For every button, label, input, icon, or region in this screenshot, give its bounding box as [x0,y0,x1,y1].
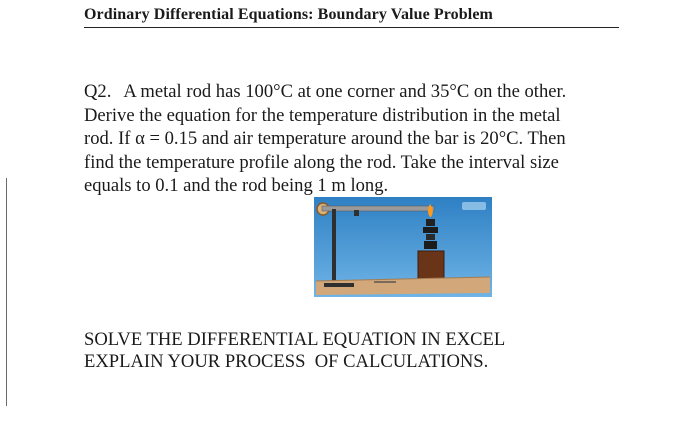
burner-part-icon [426,219,435,226]
burner-part-icon [424,241,437,249]
stand-post-icon [332,209,336,285]
page-header [84,6,619,28]
instructions-block [84,329,604,373]
metal-rod-icon [322,206,434,211]
heated-rod-apparatus-icon [314,197,492,297]
question-text-line: A metal rod has 100°C at one corner and 35°C on the other. [123,81,567,102]
rod-clamp-icon [354,210,359,216]
tool-icon [374,281,396,283]
logo-icon [462,202,486,210]
question-line-1 [84,80,629,104]
stand-base-icon [324,283,354,287]
left-margin-rule [6,178,7,406]
burner-part-icon [426,234,435,240]
apparatus-figure [314,197,492,297]
question-text-line: equals to 0.1 and the rod being 1 m long. [84,175,389,196]
question-text-line: find the temperature profile along the rod. Take the interval size [84,151,559,173]
instruction-line: SOLVE THE DIFFERENTIAL EQUATION IN EXCEL [84,329,506,350]
page-title: Ordinary Differential Equations: Boundary Value Problem [84,6,493,23]
burner-part-icon [423,227,438,233]
question-text-line: rod. If α = 0.15 and air temperature around the bar is 20°C. Then [84,128,566,149]
question-number: Q2. [84,81,112,102]
question-text-line: Derive the equation for the temperature distribution in the metal [84,104,561,126]
instruction-line: EXPLAIN YOUR PROCESS OF CALCULATIONS. [84,351,489,372]
question-block [84,80,629,198]
